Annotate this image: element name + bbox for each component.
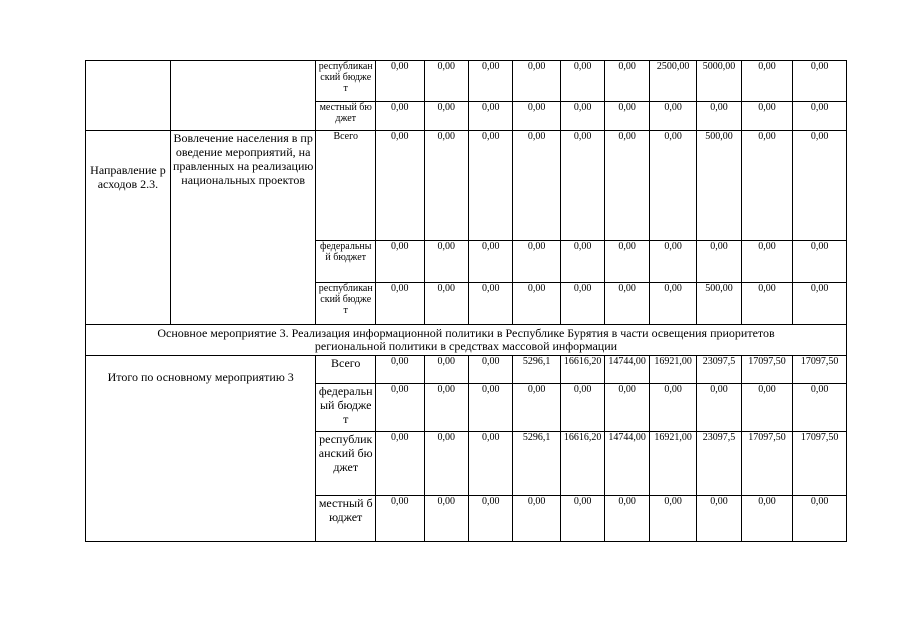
value-cell: 0,00 <box>560 384 604 432</box>
value-cell: 0,00 <box>605 283 649 325</box>
value-cell: 0,00 <box>793 241 847 283</box>
value-cell: 0,00 <box>376 61 425 102</box>
value-cell: 0,00 <box>697 496 741 542</box>
value-cell: 0,00 <box>697 241 741 283</box>
value-cell: 0,00 <box>793 61 847 102</box>
value-cell: 0,00 <box>649 241 696 283</box>
budget-type-cell: республиканский бюджет <box>316 432 376 496</box>
value-cell: 0,00 <box>468 496 512 542</box>
value-cell: 0,00 <box>793 102 847 131</box>
value-cell: 0,00 <box>424 432 468 496</box>
value-cell: 0,00 <box>741 61 793 102</box>
value-cell: 0,00 <box>376 384 425 432</box>
value-cell: 0,00 <box>560 131 604 241</box>
value-cell: 0,00 <box>560 241 604 283</box>
value-cell: 0,00 <box>424 283 468 325</box>
value-cell: 0,00 <box>424 496 468 542</box>
value-cell: 16921,00 <box>649 432 696 496</box>
value-cell: 0,00 <box>605 102 649 131</box>
value-cell: 2500,00 <box>649 61 696 102</box>
value-cell: 0,00 <box>793 384 847 432</box>
value-cell: 0,00 <box>793 283 847 325</box>
value-cell: 0,00 <box>424 241 468 283</box>
table-row <box>86 325 847 356</box>
value-cell: 0,00 <box>468 241 512 283</box>
value-cell: 0,00 <box>741 496 793 542</box>
value-cell: 0,00 <box>605 241 649 283</box>
value-cell: 0,00 <box>468 384 512 432</box>
value-cell: 0,00 <box>697 384 741 432</box>
value-cell: 0,00 <box>649 102 696 131</box>
value-cell: 0,00 <box>649 131 696 241</box>
value-cell: 0,00 <box>424 131 468 241</box>
budget-type-cell: республиканский бюджет <box>316 61 376 102</box>
value-cell: 16921,00 <box>649 356 696 384</box>
value-cell: 0,00 <box>513 384 560 432</box>
value-cell: 0,00 <box>649 283 696 325</box>
budget-type-cell: республиканский бюджет <box>316 283 376 325</box>
value-cell: 0,00 <box>424 102 468 131</box>
budget-type-cell: местный бюджет <box>316 496 376 542</box>
value-cell: 0,00 <box>741 131 793 241</box>
budget-type-cell: Всего <box>316 131 376 241</box>
value-cell: 0,00 <box>424 61 468 102</box>
value-cell: 0,00 <box>376 496 425 542</box>
direction-cell: Направление расходов 2.3. <box>86 131 171 325</box>
value-cell: 16616,20 <box>560 356 604 384</box>
value-cell: 0,00 <box>468 102 512 131</box>
direction-cell-empty <box>86 61 171 131</box>
budget-type-cell: федеральный бюджет <box>316 241 376 283</box>
value-cell: 0,00 <box>741 241 793 283</box>
value-cell: 0,00 <box>793 131 847 241</box>
budget-type-cell: федеральный бюджет <box>316 384 376 432</box>
value-cell: 0,00 <box>697 102 741 131</box>
budget-table-body <box>86 61 847 542</box>
value-cell: 0,00 <box>513 61 560 102</box>
value-cell: 0,00 <box>468 61 512 102</box>
value-cell: 0,00 <box>513 131 560 241</box>
value-cell: 5000,00 <box>697 61 741 102</box>
value-cell: 0,00 <box>376 131 425 241</box>
value-cell: 0,00 <box>468 131 512 241</box>
value-cell: 0,00 <box>793 496 847 542</box>
value-cell: 16616,20 <box>560 432 604 496</box>
value-cell: 0,00 <box>605 61 649 102</box>
value-cell: 0,00 <box>741 384 793 432</box>
description-cell-empty <box>170 61 316 131</box>
value-cell: 5296,1 <box>513 356 560 384</box>
value-cell: 0,00 <box>741 102 793 131</box>
value-cell: 17097,50 <box>741 432 793 496</box>
value-cell: 0,00 <box>468 283 512 325</box>
value-cell: 0,00 <box>376 283 425 325</box>
value-cell: 0,00 <box>513 496 560 542</box>
value-cell: 0,00 <box>560 283 604 325</box>
value-cell: 0,00 <box>376 102 425 131</box>
value-cell: 0,00 <box>605 131 649 241</box>
budget-type-cell: Всего <box>316 356 376 384</box>
value-cell: 0,00 <box>560 61 604 102</box>
description-cell: Вовлечение населения в проведение мероприятий, направленных на реализацию национальных проектов <box>170 131 316 325</box>
total-label-cell: Итого по основному мероприятию 3 <box>86 356 316 542</box>
value-cell: 0,00 <box>560 496 604 542</box>
value-cell: 0,00 <box>649 496 696 542</box>
section-header: Основное мероприятие 3. Реализация информационной политики в Республике Бурятия в части освещения приоритетов региональной политики в средствах массовой информации <box>86 325 847 356</box>
value-cell: 0,00 <box>605 384 649 432</box>
value-cell: 0,00 <box>741 283 793 325</box>
value-cell: 23097,5 <box>697 432 741 496</box>
value-cell: 0,00 <box>560 102 604 131</box>
value-cell: 0,00 <box>376 241 425 283</box>
table-row <box>86 131 847 241</box>
value-cell: 0,00 <box>424 356 468 384</box>
value-cell: 500,00 <box>697 283 741 325</box>
value-cell: 0,00 <box>513 102 560 131</box>
value-cell: 5296,1 <box>513 432 560 496</box>
value-cell: 23097,5 <box>697 356 741 384</box>
value-cell: 0,00 <box>513 241 560 283</box>
table-row <box>86 356 847 384</box>
value-cell: 0,00 <box>424 384 468 432</box>
value-cell: 17097,50 <box>793 432 847 496</box>
value-cell: 0,00 <box>513 283 560 325</box>
budget-type-cell: местный бюджет <box>316 102 376 131</box>
budget-table <box>85 60 847 542</box>
value-cell: 0,00 <box>468 432 512 496</box>
value-cell: 17097,50 <box>741 356 793 384</box>
value-cell: 14744,00 <box>605 356 649 384</box>
value-cell: 0,00 <box>376 356 425 384</box>
value-cell: 0,00 <box>649 384 696 432</box>
value-cell: 500,00 <box>697 131 741 241</box>
value-cell: 0,00 <box>468 356 512 384</box>
table-row <box>86 61 847 102</box>
value-cell: 14744,00 <box>605 432 649 496</box>
value-cell: 17097,50 <box>793 356 847 384</box>
value-cell: 0,00 <box>605 496 649 542</box>
value-cell: 0,00 <box>376 432 425 496</box>
